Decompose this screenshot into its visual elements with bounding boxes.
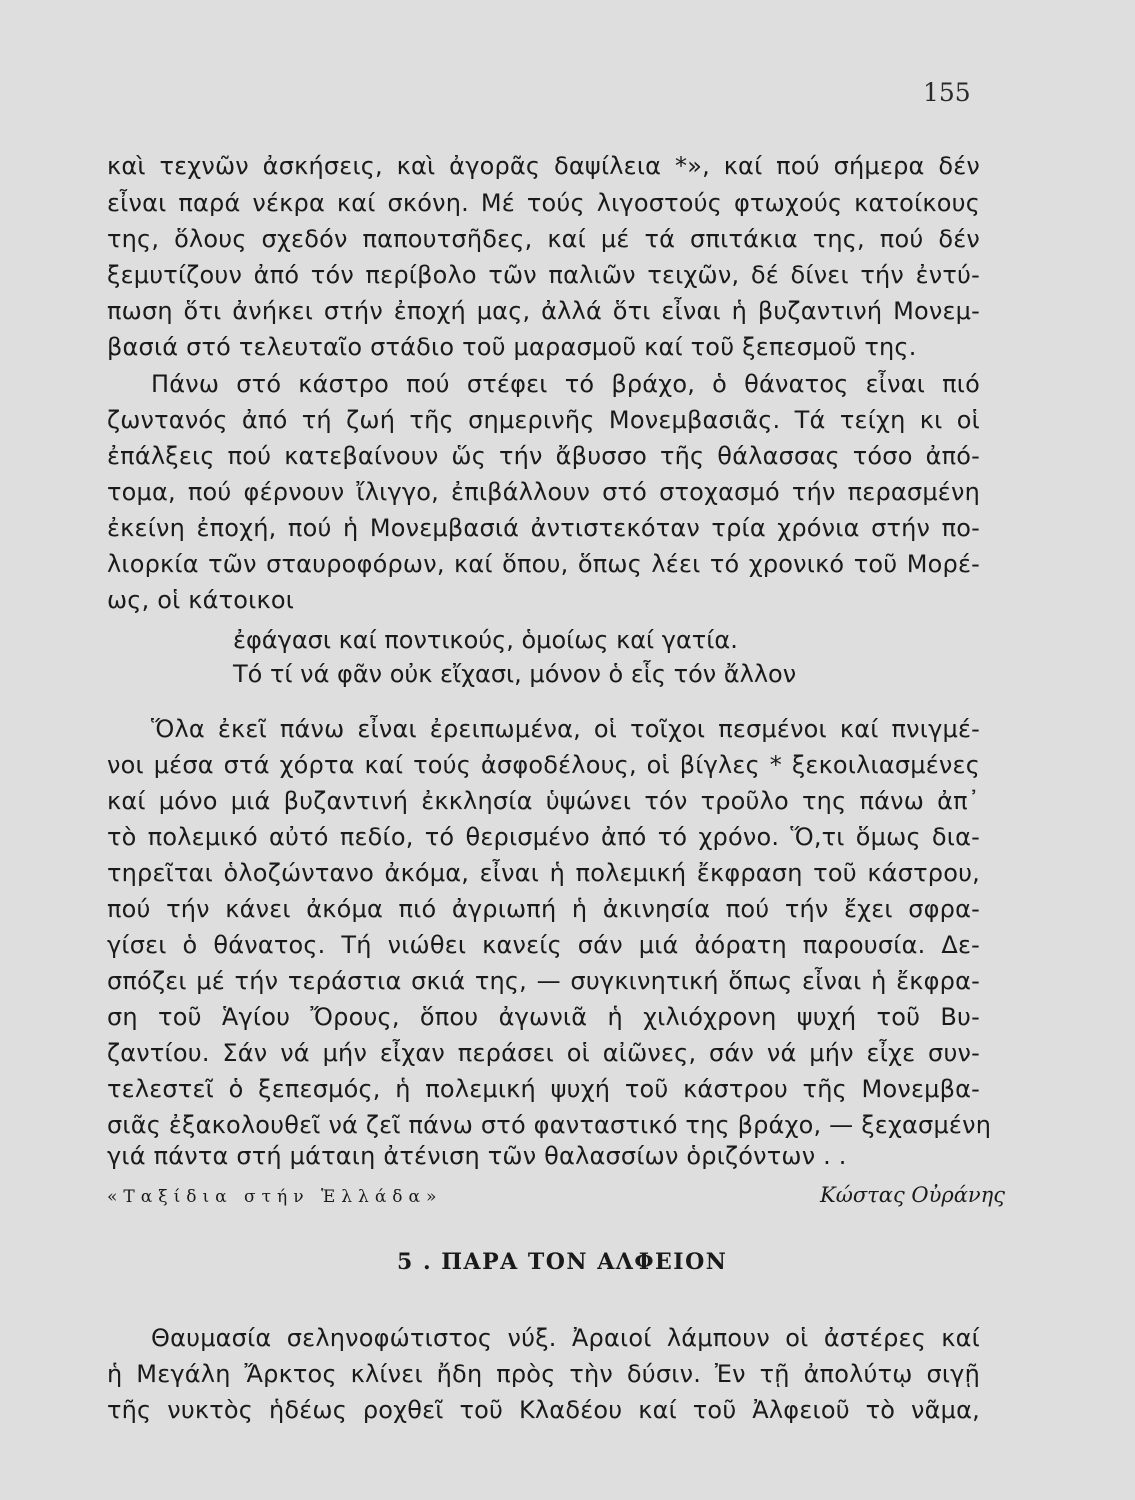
text-line: ση τοῦ Ἁγίου Ὄρους, ὅπου ἀγωνιᾶ ἡ χιλιόχρονη ψυχή τοῦ Βυ-	[107, 1003, 980, 1031]
page-number: 155	[923, 78, 971, 107]
text-line: ζαντίου. Σάν νά μήν εἶχαν περάσει οἱ αἰῶνες, σάν νά μήν εἶχε συν-	[107, 1039, 980, 1067]
text-line: γίσει ὁ θάνατος. Τή νιώθει κανείς σάν μιά ἀόρατη παρουσία. Δε-	[107, 931, 980, 959]
text-line: τομα, πού φέρνουν ἴλιγγο, ἐπιβάλλουν στό στοχασμό τήν περασμένη	[107, 478, 980, 506]
text-line: τηρεῖται ὁλοζώντανο ἀκόμα, εἶναι ἡ πολεμική ἔκφραση τοῦ κάστρου,	[107, 859, 980, 887]
text-line: σιᾶς ἐξακολουθεῖ νά ζεῖ πάνω στό φανταστικό της βράχο, — ξεχασμένη	[107, 1111, 992, 1139]
verse-line: ἐφάγασι καί ποντικούς, ὁμοίως καί γατία.	[233, 626, 738, 654]
text-line: Θαυμασία σεληνοφώτιστος νύξ. Ἀραιοί λάμπουν οἱ ἀστέρες καί	[151, 1324, 980, 1352]
text-line: πωση ὅτι ἀνήκει στήν ἐποχή μας, ἀλλά ὅτι εἶναι ἡ βυζαντινή Μονεμ-	[107, 297, 980, 325]
text-line: βασιά στό τελευταῖο στάδιο τοῦ μαρασμοῦ καί τοῦ ξεπεσμοῦ της.	[107, 333, 917, 361]
text-line: νοι μέσα στά χόρτα καί τούς ἀσφοδέλους, οἱ βίγλες * ξεκοιλιασμένες	[107, 751, 980, 779]
source-title: «Ταξίδια στήν Ἑλλάδα»	[107, 1187, 443, 1207]
text-line: γιά πάντα στή μάταιη ἀτένιση τῶν θαλασσίων ὁριζόντων . .	[107, 1142, 847, 1170]
text-line: σπόζει μέ τήν τεράστια σκιά της, — συγκινητική ὅπως εἶναι ἡ ἔκφρα-	[107, 967, 980, 995]
text-line: ἐπάλξεις πού κατεβαίνουν ὥς τήν ἄβυσσο τῆς θάλασσας τόσο ἀπό-	[107, 442, 980, 470]
text-line: εἶναι παρά νέκρα καί σκόνη. Μέ τούς λιγοστούς φτωχούς κατοίκους	[107, 189, 980, 217]
text-line: καὶ τεχνῶν ἀσκήσεις, καὶ ἀγορᾶς δαψίλεια *», καί πού σήμερα δέν	[107, 152, 980, 180]
text-line: λιορκία τῶν σταυροφόρων, καί ὅπου, ὅπως λέει τό χρονικό τοῦ Μορέ-	[107, 550, 980, 578]
text-line: ξεμυτίζουν ἀπό τόν περίβολο τῶν παλιῶν τειχῶν, δέ δίνει τήν ἐντύ-	[107, 261, 980, 289]
text-line: ως, οἱ κάτοικοι	[107, 586, 295, 614]
text-line: τῆς νυκτὸς ἡδέως ροχθεῖ τοῦ Κλαδέου καί τοῦ Ἀλφειοῦ τὸ νᾶμα,	[107, 1396, 980, 1424]
text-line: καί μόνο μιά βυζαντινή ἐκκλησία ὑψώνει τόν τροῦλο της πάνω ἀπ᾿	[107, 787, 980, 815]
chapter-heading: 5 . ΠΑΡΑ ΤΟΝ ΑΛΦΕΙΟΝ	[397, 1249, 728, 1275]
text-line: ζωντανός ἀπό τή ζωή τῆς σημερινῆς Μονεμβασιᾶς. Τά τείχη κι οἱ	[107, 406, 980, 434]
text-line: πού τήν κάνει ἀκόμα πιό ἀγριωπή ἡ ἀκινησία πού τήν ἔχει σφρα-	[107, 895, 980, 923]
text-line: Ὅλα ἐκεῖ πάνω εἶναι ἐρειπωμένα, οἱ τοῖχοι πεσμένοι καί πνιγμέ-	[151, 715, 980, 743]
text-line: ἡ Μεγάλη Ἄρκτος κλίνει ἤδη πρὸς τὴν δύσιν. Ἐν τῇ ἀπολύτῳ σιγῇ	[107, 1360, 980, 1388]
text-line: τελεστεῖ ὁ ξεπεσμός, ἡ πολεμική ψυχή τοῦ κάστρου τῆς Μονεμβα-	[107, 1075, 980, 1103]
text-line: τὸ πολεμικό αὐτό πεδίο, τό θερισμένο ἀπό τό χρόνο. Ὅ,τι ὅμως δια-	[107, 823, 980, 851]
author-name: Κώστας Οὐράνης	[820, 1183, 1006, 1207]
text-line: ἐκείνη ἐποχή, πού ἡ Μονεμβασιά ἀντιστεκόταν τρία χρόνια στήν πο-	[107, 514, 980, 542]
text-line: Πάνω στό κάστρο πού στέφει τό βράχο, ὁ θάνατος εἶναι πιό	[151, 370, 980, 398]
text-line: της, ὅλους σχεδόν παπουτσῆδες, καί μέ τά σπιτάκια της, πού δέν	[107, 225, 980, 253]
verse-line: Τό τί νά φᾶν οὐκ εἴχασι, μόνον ὁ εἷς τόν ἄλλον	[233, 660, 797, 688]
